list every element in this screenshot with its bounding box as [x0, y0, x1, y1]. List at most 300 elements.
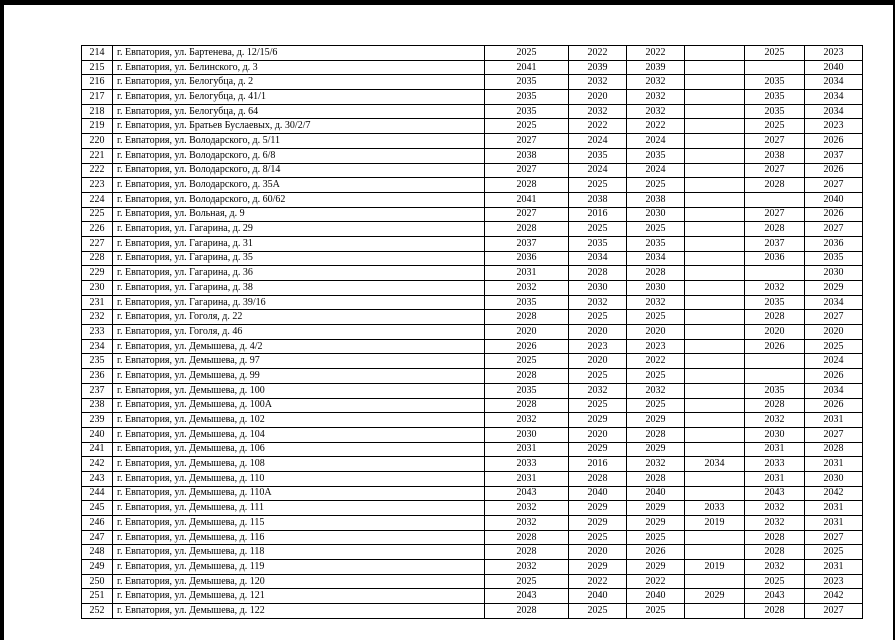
table-row: [82, 310, 863, 325]
year-col-5-cell: 2031: [745, 442, 805, 457]
year-col-2-cell: 2029: [569, 413, 627, 428]
year-col-2-cell: 2029: [569, 501, 627, 516]
row-number-cell: 249: [82, 560, 113, 575]
year-col-4-cell: [685, 266, 745, 281]
address-cell: г. Евпатория, ул. Демышева, д. 100: [113, 383, 485, 398]
year-col-6-cell: 2023: [805, 119, 863, 134]
year-col-4-cell: [685, 134, 745, 149]
table-row: [82, 163, 863, 178]
year-col-4-cell: [685, 545, 745, 560]
year-col-1-cell: 2028: [485, 530, 569, 545]
year-col-5-cell: [745, 192, 805, 207]
table-row: [82, 501, 863, 516]
year-col-6-cell: 2034: [805, 295, 863, 310]
table-row: [82, 222, 863, 237]
row-number-cell: 241: [82, 442, 113, 457]
table-row: [82, 134, 863, 149]
row-number-cell: 221: [82, 148, 113, 163]
year-col-3-cell: 2025: [627, 310, 685, 325]
year-col-6-cell: 2026: [805, 134, 863, 149]
table-row: [82, 281, 863, 296]
year-col-4-cell: 2033: [685, 501, 745, 516]
address-cell: г. Евпатория, ул. Белогубца, д. 41/1: [113, 90, 485, 105]
year-col-3-cell: 2029: [627, 516, 685, 531]
row-number-cell: 215: [82, 60, 113, 75]
row-number-cell: 239: [82, 413, 113, 428]
year-col-4-cell: [685, 104, 745, 119]
year-col-2-cell: 2034: [569, 251, 627, 266]
table-row: [82, 383, 863, 398]
table-row: [82, 295, 863, 310]
year-col-1-cell: 2020: [485, 325, 569, 340]
year-col-2-cell: 2025: [569, 398, 627, 413]
address-cell: г. Евпатория, ул. Демышева, д. 102: [113, 413, 485, 428]
year-col-4-cell: [685, 604, 745, 619]
address-cell: г. Евпатория, ул. Демышева, д. 97: [113, 354, 485, 369]
year-col-6-cell: 2035: [805, 251, 863, 266]
row-number-cell: 245: [82, 501, 113, 516]
row-number-cell: 218: [82, 104, 113, 119]
year-col-3-cell: 2022: [627, 119, 685, 134]
year-col-1-cell: 2028: [485, 310, 569, 325]
table-row: [82, 427, 863, 442]
year-col-3-cell: 2025: [627, 178, 685, 193]
table-row: [82, 104, 863, 119]
year-col-6-cell: 2031: [805, 560, 863, 575]
year-col-3-cell: 2029: [627, 501, 685, 516]
row-number-cell: 238: [82, 398, 113, 413]
address-cell: г. Евпатория, ул. Гагарина, д. 36: [113, 266, 485, 281]
year-col-6-cell: 2027: [805, 222, 863, 237]
year-col-1-cell: 2032: [485, 501, 569, 516]
row-number-cell: 216: [82, 75, 113, 90]
year-col-1-cell: 2038: [485, 148, 569, 163]
year-col-5-cell: 2025: [745, 46, 805, 61]
year-col-6-cell: 2026: [805, 163, 863, 178]
year-col-4-cell: [685, 530, 745, 545]
year-col-6-cell: 2020: [805, 325, 863, 340]
year-col-5-cell: 2028: [745, 310, 805, 325]
row-number-cell: 222: [82, 163, 113, 178]
year-col-6-cell: 2034: [805, 383, 863, 398]
year-col-6-cell: 2037: [805, 148, 863, 163]
table-row: [82, 486, 863, 501]
year-col-1-cell: 2032: [485, 516, 569, 531]
year-col-1-cell: 2035: [485, 104, 569, 119]
row-number-cell: 248: [82, 545, 113, 560]
year-col-4-cell: [685, 471, 745, 486]
year-col-3-cell: 2032: [627, 75, 685, 90]
row-number-cell: 214: [82, 46, 113, 61]
row-number-cell: 235: [82, 354, 113, 369]
year-col-3-cell: 2025: [627, 398, 685, 413]
year-col-2-cell: 2025: [569, 530, 627, 545]
year-col-5-cell: 2028: [745, 398, 805, 413]
year-col-2-cell: 2032: [569, 383, 627, 398]
year-col-1-cell: 2043: [485, 589, 569, 604]
year-col-3-cell: 2024: [627, 134, 685, 149]
year-col-1-cell: 2028: [485, 545, 569, 560]
year-col-2-cell: 2025: [569, 604, 627, 619]
year-col-5-cell: 2035: [745, 383, 805, 398]
address-cell: г. Евпатория, ул. Гоголя, д. 22: [113, 310, 485, 325]
year-col-1-cell: 2028: [485, 369, 569, 384]
year-col-4-cell: [685, 442, 745, 457]
year-col-2-cell: 2020: [569, 427, 627, 442]
address-cell: г. Евпатория, ул. Демышева, д. 115: [113, 516, 485, 531]
table-body: [82, 46, 863, 619]
year-col-5-cell: 2032: [745, 560, 805, 575]
year-col-3-cell: 2028: [627, 427, 685, 442]
year-col-1-cell: 2031: [485, 266, 569, 281]
year-col-3-cell: 2032: [627, 90, 685, 105]
year-col-3-cell: 2028: [627, 266, 685, 281]
year-col-1-cell: 2025: [485, 119, 569, 134]
year-col-2-cell: 2025: [569, 310, 627, 325]
year-col-1-cell: 2035: [485, 90, 569, 105]
year-col-2-cell: 2029: [569, 442, 627, 457]
address-cell: г. Евпатория, ул. Бартенева, д. 12/15/6: [113, 46, 485, 61]
year-col-4-cell: [685, 236, 745, 251]
year-col-4-cell: 2034: [685, 457, 745, 472]
year-col-6-cell: 2042: [805, 486, 863, 501]
address-cell: г. Евпатория, ул. Володарского, д. 6/8: [113, 148, 485, 163]
table-row: [82, 339, 863, 354]
housing-schedule-table: [81, 45, 863, 619]
address-cell: г. Евпатория, ул. Демышева, д. 120: [113, 574, 485, 589]
year-col-6-cell: 2034: [805, 90, 863, 105]
year-col-3-cell: 2022: [627, 354, 685, 369]
year-col-5-cell: 2043: [745, 486, 805, 501]
year-col-3-cell: 2025: [627, 530, 685, 545]
year-col-4-cell: [685, 75, 745, 90]
year-col-6-cell: 2027: [805, 604, 863, 619]
year-col-3-cell: 2022: [627, 46, 685, 61]
row-number-cell: 247: [82, 530, 113, 545]
table-row: [82, 413, 863, 428]
address-cell: г. Евпатория, ул. Вольная, д. 9: [113, 207, 485, 222]
year-col-6-cell: 2023: [805, 46, 863, 61]
year-col-1-cell: 2025: [485, 354, 569, 369]
address-cell: г. Евпатория, ул. Демышева, д. 119: [113, 560, 485, 575]
table-row: [82, 574, 863, 589]
row-number-cell: 219: [82, 119, 113, 134]
address-cell: г. Евпатория, ул. Белогубца, д. 2: [113, 75, 485, 90]
year-col-6-cell: 2031: [805, 413, 863, 428]
year-col-3-cell: 2029: [627, 413, 685, 428]
row-number-cell: 243: [82, 471, 113, 486]
year-col-3-cell: 2030: [627, 207, 685, 222]
table-row: [82, 90, 863, 105]
address-cell: г. Евпатория, ул. Демышева, д. 110А: [113, 486, 485, 501]
table-row: [82, 251, 863, 266]
table-row: [82, 192, 863, 207]
row-number-cell: 234: [82, 339, 113, 354]
year-col-6-cell: 2028: [805, 442, 863, 457]
table-row: [82, 589, 863, 604]
year-col-3-cell: 2029: [627, 560, 685, 575]
row-number-cell: 242: [82, 457, 113, 472]
year-col-4-cell: [685, 119, 745, 134]
row-number-cell: 244: [82, 486, 113, 501]
table-row: [82, 236, 863, 251]
year-col-5-cell: 2038: [745, 148, 805, 163]
year-col-4-cell: [685, 163, 745, 178]
year-col-1-cell: 2041: [485, 192, 569, 207]
year-col-6-cell: 2027: [805, 310, 863, 325]
year-col-3-cell: 2035: [627, 148, 685, 163]
address-cell: г. Евпатория, ул. Гагарина, д. 39/16: [113, 295, 485, 310]
year-col-4-cell: [685, 310, 745, 325]
table-row: [82, 325, 863, 340]
year-col-5-cell: 2036: [745, 251, 805, 266]
year-col-2-cell: 2035: [569, 236, 627, 251]
year-col-1-cell: 2036: [485, 251, 569, 266]
table-row: [82, 75, 863, 90]
year-col-3-cell: 2032: [627, 457, 685, 472]
year-col-2-cell: 2024: [569, 163, 627, 178]
year-col-5-cell: 2028: [745, 530, 805, 545]
table-row: [82, 471, 863, 486]
year-col-4-cell: [685, 148, 745, 163]
year-col-2-cell: 2040: [569, 589, 627, 604]
row-number-cell: 231: [82, 295, 113, 310]
year-col-4-cell: [685, 574, 745, 589]
year-col-1-cell: 2035: [485, 295, 569, 310]
year-col-4-cell: [685, 178, 745, 193]
year-col-6-cell: 2040: [805, 60, 863, 75]
year-col-2-cell: 2022: [569, 46, 627, 61]
year-col-6-cell: 2025: [805, 545, 863, 560]
year-col-3-cell: 2032: [627, 383, 685, 398]
table-row: [82, 442, 863, 457]
year-col-4-cell: [685, 354, 745, 369]
table-row: [82, 457, 863, 472]
row-number-cell: 230: [82, 281, 113, 296]
address-cell: г. Евпатория, ул. Демышева, д. 104: [113, 427, 485, 442]
table-row: [82, 60, 863, 75]
year-col-3-cell: 2026: [627, 545, 685, 560]
address-cell: г. Евпатория, ул. Володарского, д. 35А: [113, 178, 485, 193]
year-col-6-cell: 2036: [805, 236, 863, 251]
year-col-5-cell: 2035: [745, 75, 805, 90]
year-col-3-cell: 2029: [627, 442, 685, 457]
table-row: [82, 178, 863, 193]
year-col-4-cell: [685, 486, 745, 501]
year-col-6-cell: 2025: [805, 339, 863, 354]
year-col-4-cell: [685, 398, 745, 413]
year-col-5-cell: 2025: [745, 119, 805, 134]
year-col-5-cell: 2028: [745, 604, 805, 619]
year-col-1-cell: 2026: [485, 339, 569, 354]
table-row: [82, 148, 863, 163]
year-col-2-cell: 2029: [569, 516, 627, 531]
year-col-4-cell: [685, 427, 745, 442]
address-cell: г. Евпатория, ул. Демышева, д. 100А: [113, 398, 485, 413]
year-col-2-cell: 2024: [569, 134, 627, 149]
year-col-5-cell: 2026: [745, 339, 805, 354]
year-col-4-cell: [685, 207, 745, 222]
address-cell: г. Евпатория, ул. Демышева, д. 121: [113, 589, 485, 604]
address-cell: г. Евпатория, ул. Братьев Буслаевых, д. 30/2/7: [113, 119, 485, 134]
year-col-5-cell: 2027: [745, 207, 805, 222]
address-cell: г. Евпатория, ул. Демышева, д. 116: [113, 530, 485, 545]
year-col-2-cell: 2039: [569, 60, 627, 75]
year-col-2-cell: 2022: [569, 119, 627, 134]
year-col-5-cell: 2035: [745, 90, 805, 105]
year-col-3-cell: 2035: [627, 236, 685, 251]
row-number-cell: 252: [82, 604, 113, 619]
row-number-cell: 246: [82, 516, 113, 531]
year-col-2-cell: 2016: [569, 457, 627, 472]
address-cell: г. Евпатория, ул. Гагарина, д. 31: [113, 236, 485, 251]
year-col-3-cell: 2025: [627, 369, 685, 384]
year-col-6-cell: 2026: [805, 207, 863, 222]
year-col-4-cell: [685, 383, 745, 398]
year-col-6-cell: 2026: [805, 398, 863, 413]
year-col-6-cell: 2027: [805, 530, 863, 545]
year-col-6-cell: 2030: [805, 471, 863, 486]
year-col-5-cell: [745, 60, 805, 75]
address-cell: г. Евпатория, ул. Белогубца, д. 64: [113, 104, 485, 119]
year-col-5-cell: [745, 266, 805, 281]
year-col-5-cell: 2028: [745, 178, 805, 193]
row-number-cell: 224: [82, 192, 113, 207]
year-col-6-cell: 2026: [805, 369, 863, 384]
year-col-6-cell: 2042: [805, 589, 863, 604]
row-number-cell: 217: [82, 90, 113, 105]
address-cell: г. Евпатория, ул. Демышева, д. 118: [113, 545, 485, 560]
year-col-1-cell: 2027: [485, 134, 569, 149]
year-col-1-cell: 2041: [485, 60, 569, 75]
year-col-1-cell: 2028: [485, 398, 569, 413]
row-number-cell: 233: [82, 325, 113, 340]
year-col-5-cell: 2037: [745, 236, 805, 251]
year-col-3-cell: 2025: [627, 222, 685, 237]
year-col-1-cell: 2030: [485, 427, 569, 442]
year-col-2-cell: 2029: [569, 560, 627, 575]
row-number-cell: 227: [82, 236, 113, 251]
row-number-cell: 240: [82, 427, 113, 442]
year-col-2-cell: 2020: [569, 545, 627, 560]
year-col-4-cell: [685, 90, 745, 105]
row-number-cell: 220: [82, 134, 113, 149]
year-col-5-cell: 2033: [745, 457, 805, 472]
year-col-3-cell: 2040: [627, 589, 685, 604]
year-col-5-cell: [745, 369, 805, 384]
address-cell: г. Евпатория, ул. Гоголя, д. 46: [113, 325, 485, 340]
row-number-cell: 250: [82, 574, 113, 589]
year-col-1-cell: 2027: [485, 163, 569, 178]
table-row: [82, 545, 863, 560]
year-col-5-cell: 2027: [745, 134, 805, 149]
year-col-2-cell: 2023: [569, 339, 627, 354]
year-col-3-cell: 2022: [627, 574, 685, 589]
year-col-5-cell: 2027: [745, 163, 805, 178]
year-col-6-cell: 2024: [805, 354, 863, 369]
row-number-cell: 251: [82, 589, 113, 604]
year-col-1-cell: 2043: [485, 486, 569, 501]
year-col-4-cell: [685, 46, 745, 61]
year-col-6-cell: 2030: [805, 266, 863, 281]
year-col-1-cell: 2035: [485, 383, 569, 398]
year-col-1-cell: 2025: [485, 46, 569, 61]
document-table-wrapper: [81, 45, 862, 619]
table-row: [82, 516, 863, 531]
year-col-6-cell: 2031: [805, 501, 863, 516]
year-col-2-cell: 2040: [569, 486, 627, 501]
year-col-6-cell: 2034: [805, 104, 863, 119]
row-number-cell: 226: [82, 222, 113, 237]
year-col-3-cell: 2032: [627, 104, 685, 119]
address-cell: г. Евпатория, ул. Демышева, д. 99: [113, 369, 485, 384]
year-col-2-cell: 2020: [569, 325, 627, 340]
year-col-2-cell: 2038: [569, 192, 627, 207]
address-cell: г. Евпатория, ул. Демышева, д. 106: [113, 442, 485, 457]
year-col-1-cell: 2028: [485, 178, 569, 193]
row-number-cell: 228: [82, 251, 113, 266]
table-row: [82, 119, 863, 134]
year-col-3-cell: 2038: [627, 192, 685, 207]
year-col-1-cell: 2032: [485, 560, 569, 575]
year-col-5-cell: 2032: [745, 413, 805, 428]
year-col-1-cell: 2028: [485, 222, 569, 237]
row-number-cell: 237: [82, 383, 113, 398]
year-col-3-cell: 2020: [627, 325, 685, 340]
year-col-1-cell: 2031: [485, 442, 569, 457]
year-col-3-cell: 2040: [627, 486, 685, 501]
year-col-5-cell: [745, 354, 805, 369]
year-col-1-cell: 2035: [485, 75, 569, 90]
year-col-2-cell: 2022: [569, 574, 627, 589]
year-col-3-cell: 2024: [627, 163, 685, 178]
address-cell: г. Евпатория, ул. Володарского, д. 5/11: [113, 134, 485, 149]
year-col-5-cell: 2043: [745, 589, 805, 604]
year-col-4-cell: [685, 222, 745, 237]
year-col-4-cell: [685, 251, 745, 266]
year-col-2-cell: 2030: [569, 281, 627, 296]
year-col-6-cell: 2034: [805, 75, 863, 90]
year-col-5-cell: 2035: [745, 295, 805, 310]
address-cell: г. Евпатория, ул. Белинского, д. 3: [113, 60, 485, 75]
year-col-4-cell: [685, 413, 745, 428]
year-col-2-cell: 2028: [569, 471, 627, 486]
year-col-5-cell: 2028: [745, 545, 805, 560]
year-col-4-cell: 2019: [685, 516, 745, 531]
year-col-5-cell: 2032: [745, 516, 805, 531]
year-col-2-cell: 2025: [569, 222, 627, 237]
address-cell: г. Евпатория, ул. Демышева, д. 111: [113, 501, 485, 516]
address-cell: г. Евпатория, ул. Демышева, д. 4/2: [113, 339, 485, 354]
address-cell: г. Евпатория, ул. Демышева, д. 108: [113, 457, 485, 472]
table-row: [82, 354, 863, 369]
year-col-4-cell: 2019: [685, 560, 745, 575]
row-number-cell: 229: [82, 266, 113, 281]
table-row: [82, 604, 863, 619]
year-col-5-cell: 2028: [745, 222, 805, 237]
address-cell: г. Евпатория, ул. Демышева, д. 122: [113, 604, 485, 619]
year-col-5-cell: 2030: [745, 427, 805, 442]
year-col-6-cell: 2023: [805, 574, 863, 589]
row-number-cell: 225: [82, 207, 113, 222]
table-row: [82, 266, 863, 281]
year-col-6-cell: 2029: [805, 281, 863, 296]
year-col-3-cell: 2039: [627, 60, 685, 75]
scan-edge-top: [0, 0, 895, 5]
year-col-4-cell: 2029: [685, 589, 745, 604]
year-col-3-cell: 2034: [627, 251, 685, 266]
year-col-4-cell: [685, 192, 745, 207]
